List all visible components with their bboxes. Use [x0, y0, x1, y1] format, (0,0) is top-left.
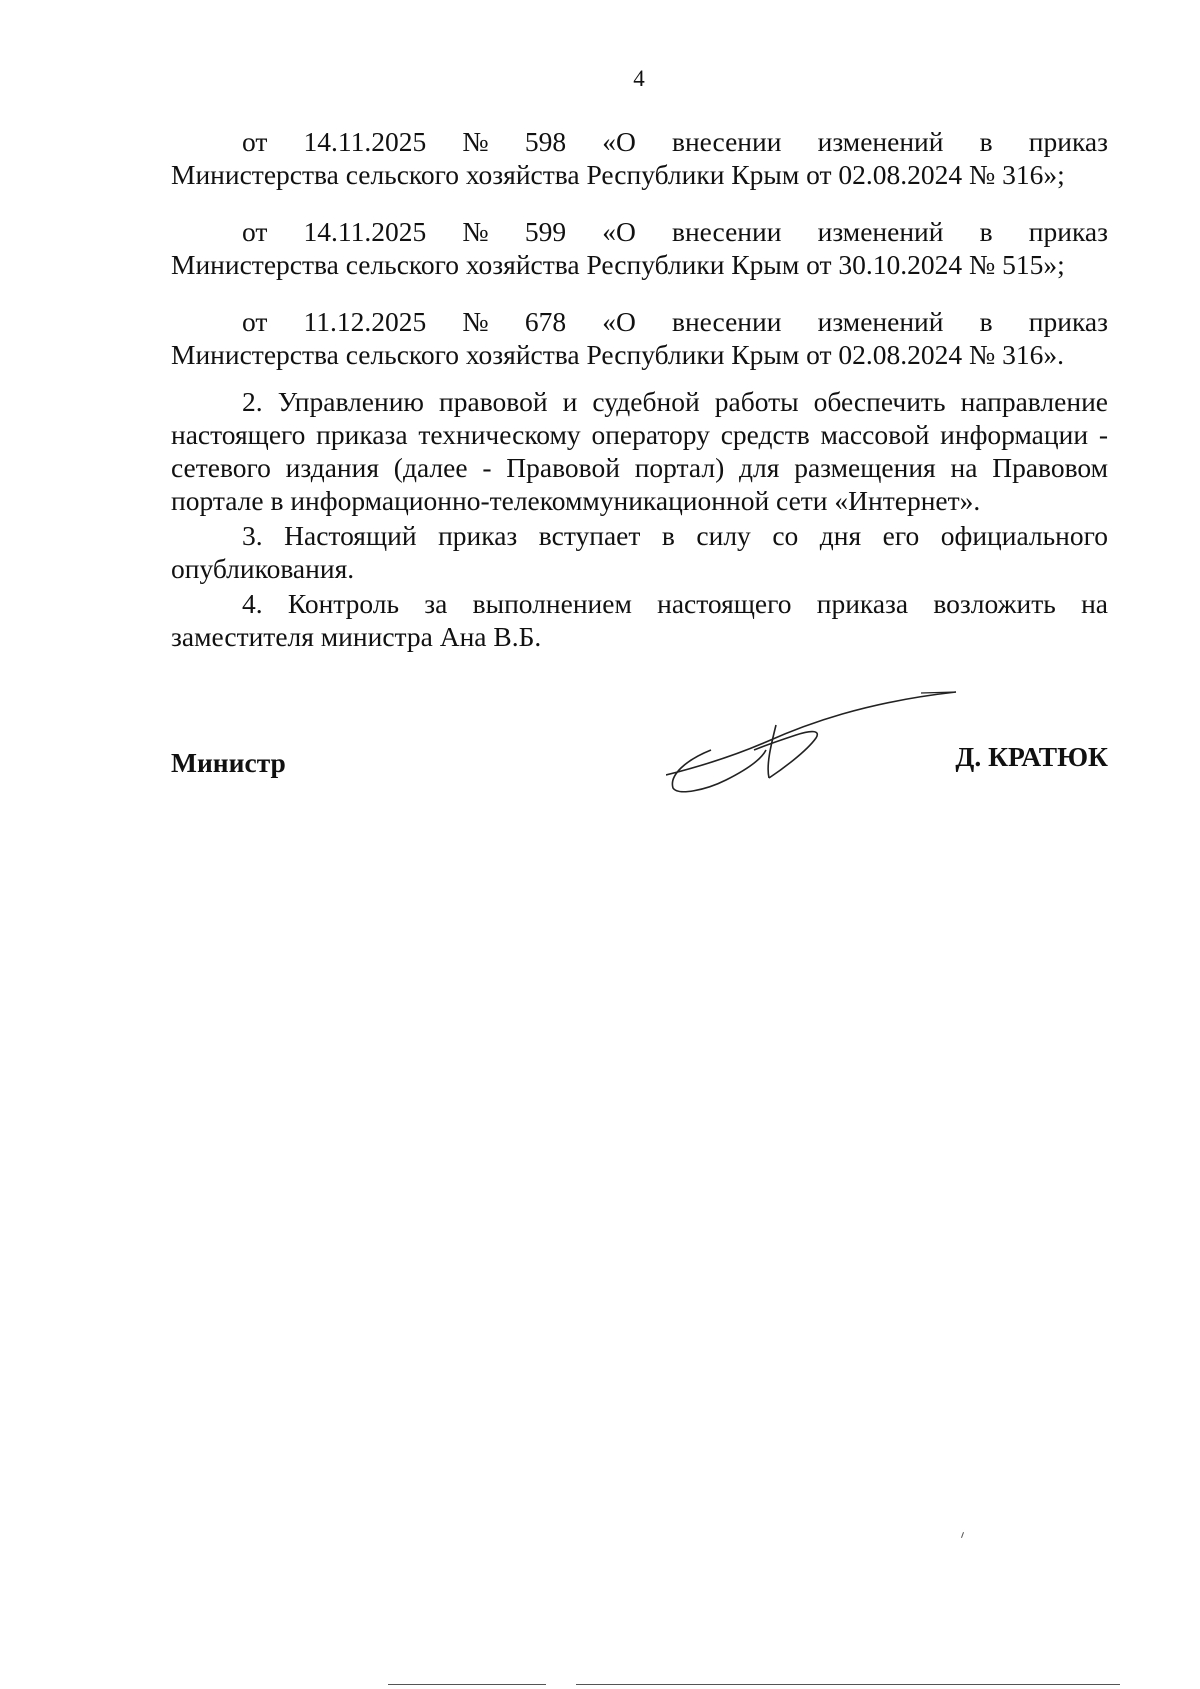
reference-word: внесении [671, 126, 782, 157]
reference-number: 598 [524, 126, 567, 157]
reference-number: 599 [524, 216, 567, 247]
reference-continuation: Министерства сельского хозяйства Республики Крым от 02.08.2024 № 316». [171, 339, 1065, 370]
reference-first-line [171, 125, 1108, 158]
reference-date: 11.12.2025 [303, 306, 427, 337]
reference-word: изменений [817, 216, 944, 247]
reference-number: 678 [524, 306, 567, 337]
signatory-name: Д. КРАТЮК [955, 741, 1108, 772]
reference-first-line [171, 305, 1108, 338]
amendment-reference-2 [171, 215, 1108, 281]
reference-number-sign: № [462, 126, 489, 157]
amendment-reference-1 [171, 125, 1108, 191]
reference-word: внесении [671, 306, 782, 337]
signatory-title: Министр [171, 747, 286, 778]
scan-artifact [388, 1684, 546, 1685]
reference-title-start: «О [602, 216, 636, 247]
scan-artifact [961, 1532, 964, 1538]
reference-word: приказ [1028, 126, 1108, 157]
reference-title-start: «О [602, 306, 636, 337]
reference-prefix: от [242, 306, 268, 337]
handwritten-signature-icon [666, 680, 966, 795]
reference-first-line [171, 215, 1108, 248]
reference-word: в [979, 216, 993, 247]
reference-number-sign: № [462, 306, 489, 337]
reference-word: в [979, 306, 993, 337]
reference-word: приказ [1028, 306, 1108, 337]
reference-word: приказ [1028, 216, 1108, 247]
reference-date: 14.11.2025 [303, 126, 427, 157]
reference-title-start: «О [602, 126, 636, 157]
reference-prefix: от [242, 126, 268, 157]
reference-number-sign: № [462, 216, 489, 247]
document-body [171, 125, 1108, 653]
item-3-paragraph: 3. Настоящий приказ вступает в силу со дня его официального опубликования. [171, 520, 1108, 584]
reference-prefix: от [242, 216, 268, 247]
reference-word: изменений [817, 126, 944, 157]
amendment-reference-3 [171, 305, 1108, 371]
reference-word: внесении [671, 216, 782, 247]
scan-artifact [576, 1684, 1120, 1685]
item-4-paragraph: 4. Контроль за выполнением настоящего приказа возложить на заместителя министра Ана В.Б. [171, 588, 1108, 652]
item-2-paragraph: 2. Управлению правовой и судебной работы обеспечить направление настоящего приказа техническому оператору средств массовой информации - сетевого издания (далее - Правовой портал) для размещения на Правовом портале в информационно-телекоммуникационной сети «Интернет». [171, 386, 1108, 516]
reference-date: 14.11.2025 [303, 216, 427, 247]
page-number: 4 [633, 66, 645, 91]
reference-word: в [979, 126, 993, 157]
reference-word: изменений [817, 306, 944, 337]
reference-continuation: Министерства сельского хозяйства Республики Крым от 30.10.2024 № 515»; [171, 249, 1065, 280]
reference-continuation: Министерства сельского хозяйства Республики Крым от 02.08.2024 № 316»; [171, 159, 1065, 190]
signature-block [171, 680, 1108, 800]
